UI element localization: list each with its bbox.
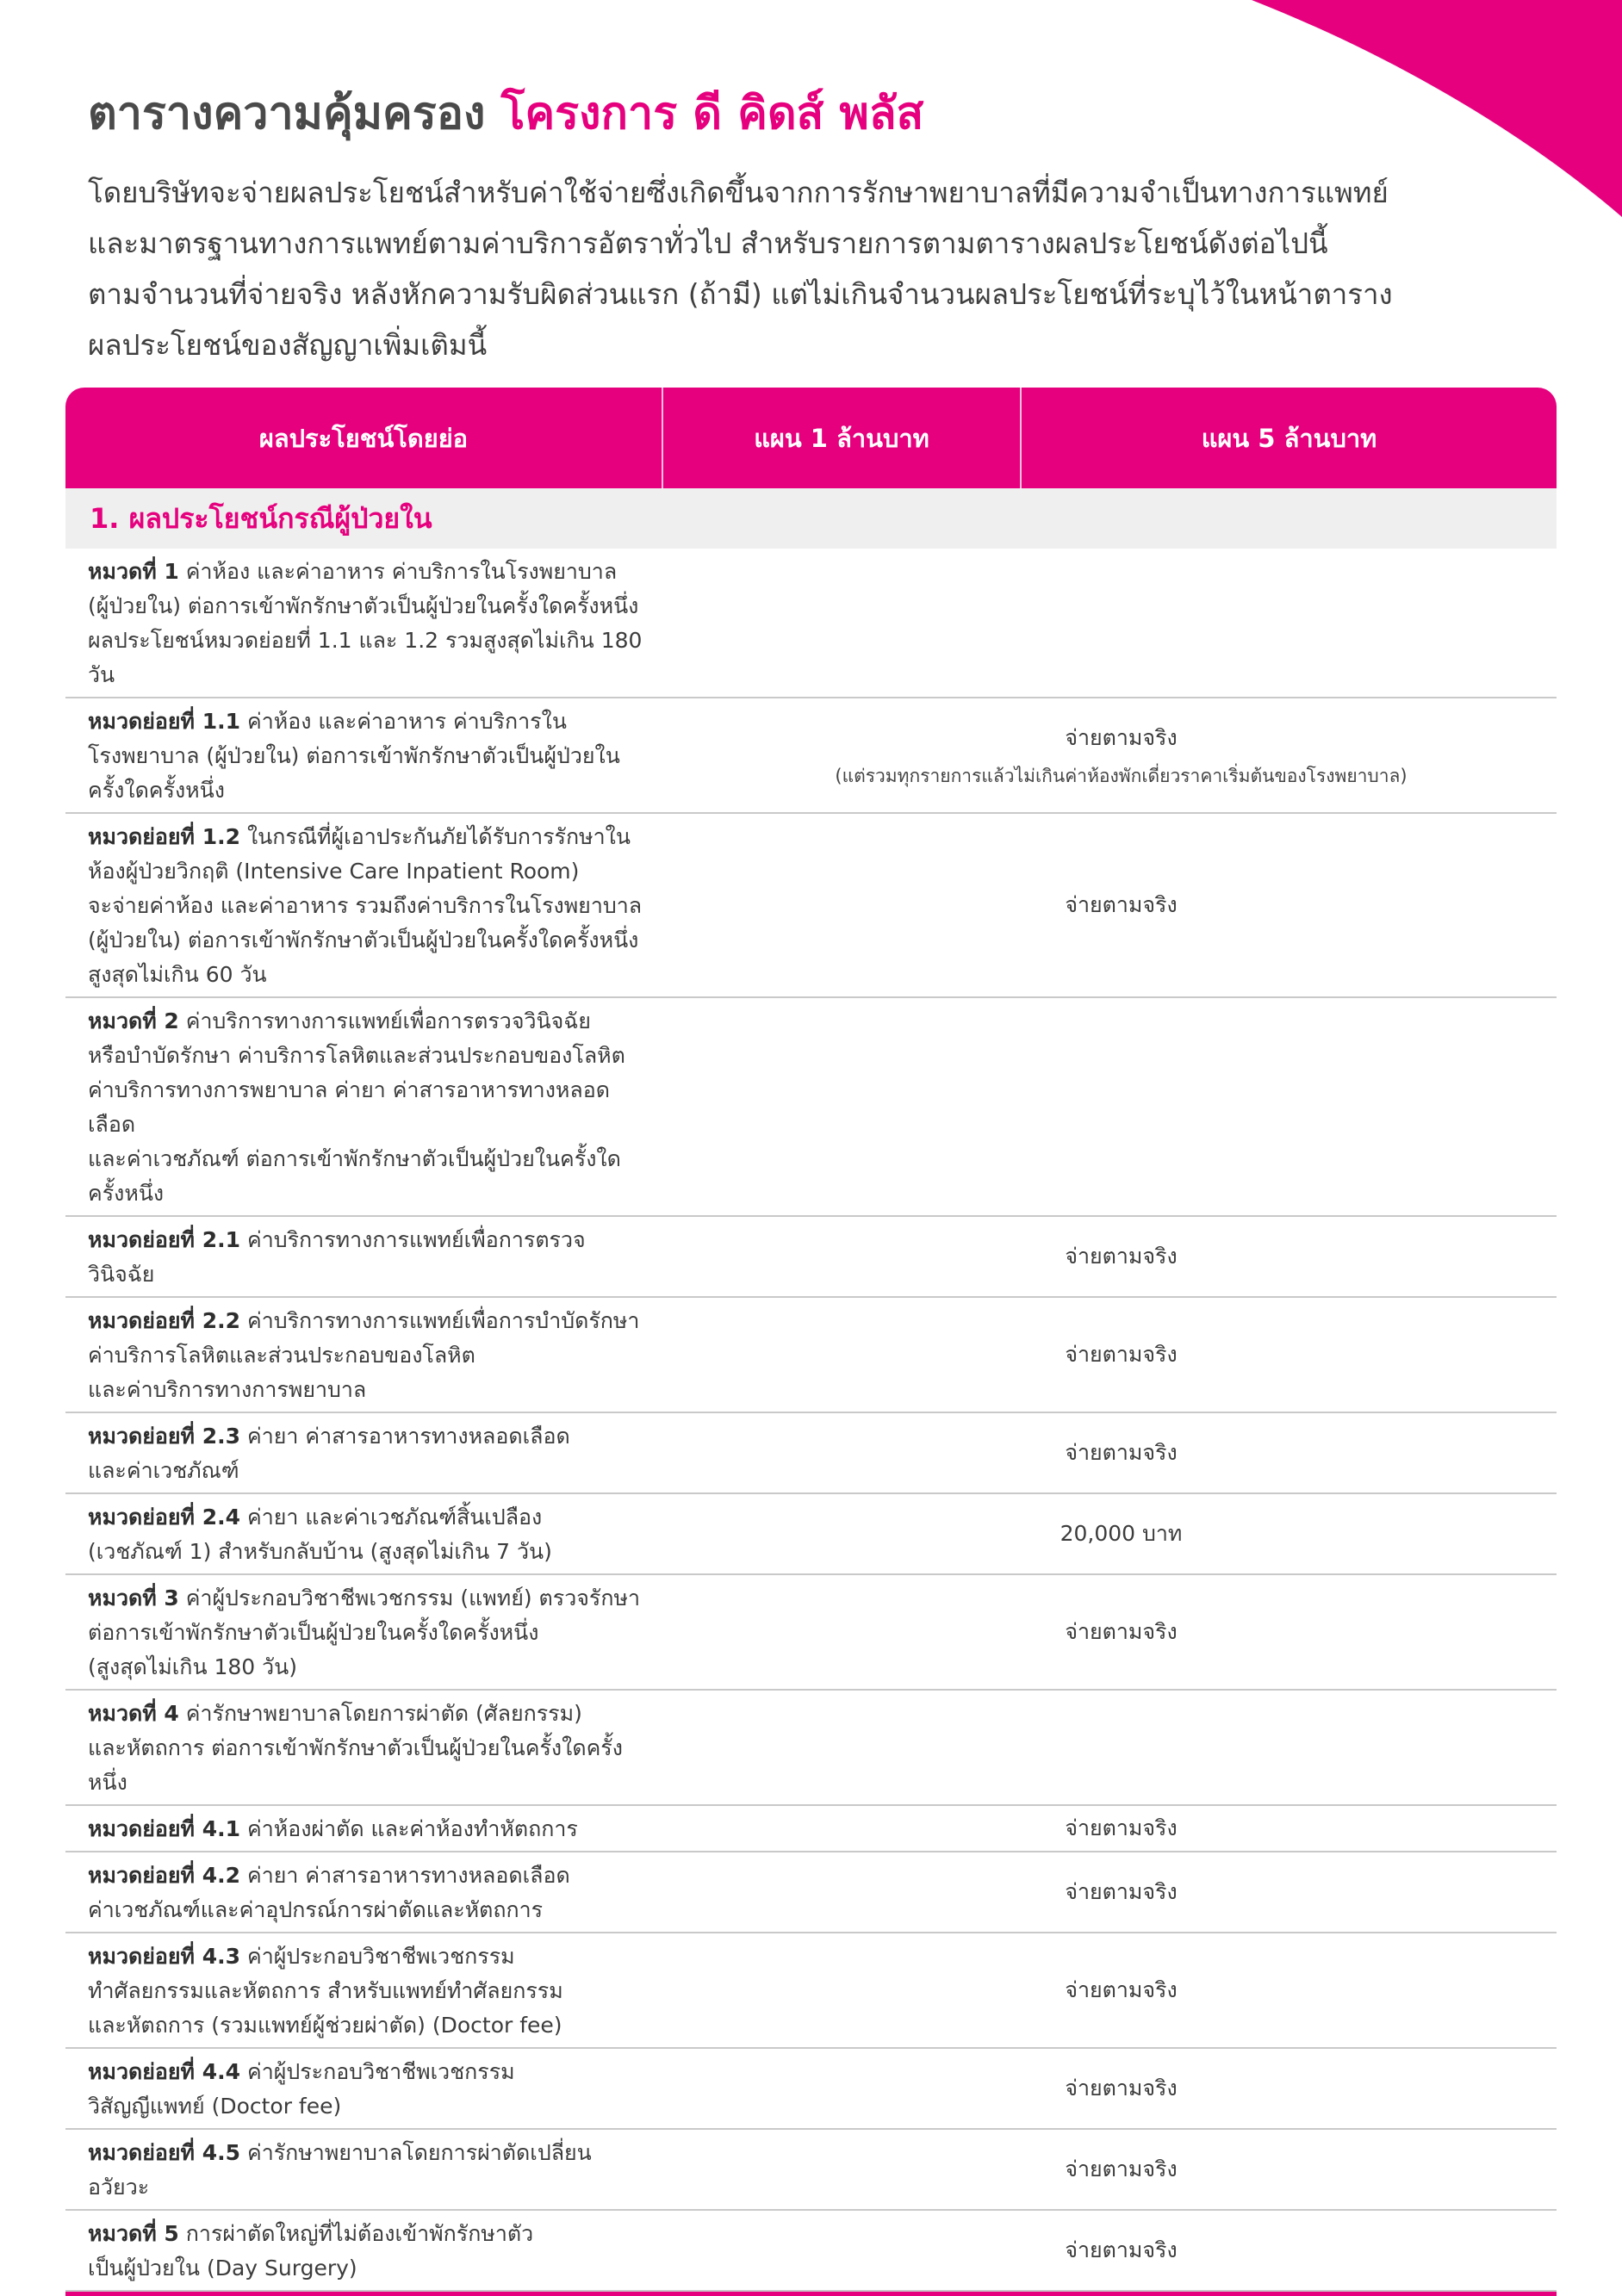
benefit-description-text: ผลประโยชน์หมวดย่อยที่ 1.1 และ 1.2 รวมสูงสุดไม่เกิน 180 วัน [88,628,643,687]
benefit-description-text: ครั้งใดครั้งหนึ่ง [88,778,225,803]
benefit-description-line [88,2136,649,2205]
benefit-description-text: และค่าบริการทางการพยาบาล [88,1377,367,1402]
table-row [65,998,1557,1217]
benefit-value: จ่ายตามจริง [1065,1815,1178,1840]
benefit-value-cell [663,1217,1557,1296]
benefit-description [65,1806,663,1851]
benefit-value-cell [663,1806,1557,1851]
benefit-description [65,998,663,1215]
benefit-value-cell [663,2211,1557,2290]
benefit-category-label: หมวดย่อยที่ 1.2 [88,824,241,849]
benefit-description-line [88,2055,649,2089]
header-benefit-summary: ผลประโยชน์โดยย่อ [65,388,663,488]
table-row [65,549,1557,698]
benefit-description [65,1933,663,2047]
benefit-description-text: เป็นผู้ป่วยใน (Day Surgery) [88,2256,357,2280]
benefit-description-line [88,1812,649,1846]
benefit-category-label: หมวดย่อยที่ 2.2 [88,1308,241,1333]
benefit-value: จ่ายตามจริง [1065,1977,1178,2002]
benefit-description-text: ห้องผู้ป่วยวิกฤติ (Intensive Care Inpatient Room) [88,859,580,884]
benefit-value: จ่ายตามจริง [1065,892,1178,917]
table-row [65,814,1557,998]
benefit-category-label: หมวดย่อยที่ 2.1 [88,1227,241,1252]
benefit-value: จ่ายตามจริง [1065,1879,1178,1904]
benefit-description-line [88,1893,649,1927]
benefit-description [65,1575,663,1689]
benefit-value-cell [663,1413,1557,1492]
benefit-description-text: ค่าห้อง และค่าอาหาร ค่าบริการในโรงพยาบาล [185,559,618,584]
table-row [65,1806,1557,1852]
benefit-category-label: หมวดย่อยที่ 2.4 [88,1505,241,1530]
benefit-description-text: และหัตถการ ต่อการเข้าพักรักษาตัวเป็นผู้ป่วยในครั้งใดครั้งหนึ่ง [88,1735,623,1795]
table-bottom-rule [65,2292,1557,2296]
benefit-description [65,2130,663,2209]
benefit-category-label: หมวดย่อยที่ 4.4 [88,2059,241,2084]
benefit-value-cell [663,1852,1557,1932]
intro-line: ผลประโยชน์ของสัญญาเพิ่มเติมนี้ [88,328,488,362]
table-row [65,1298,1557,1413]
benefit-value-cell [663,2049,1557,2128]
benefit-description-line [88,624,649,692]
benefit-description-text: ค่าห้องผ่าตัด และค่าห้องทำหัตถการ [246,1816,578,1841]
table-row [65,1575,1557,1691]
benefit-description-line [88,889,649,923]
page-title [88,79,923,148]
benefit-value: จ่ายตามจริง [1065,2076,1178,2101]
benefit-description-line [88,1373,649,1407]
benefit-category-label: หมวดย่อยที่ 1.1 [88,709,241,734]
benefit-description-line [88,923,649,958]
table-row [65,1691,1557,1806]
benefit-description-line [88,773,649,808]
benefit-description-line [88,2008,649,2043]
intro-line: โดยบริษัทจะจ่ายผลประโยชน์สำหรับค่าใช้จ่ายซึ่งเกิดขึ้นจากการรักษาพยาบาลที่มีความจำเป็นทางการแพทย์ [88,176,1389,209]
benefit-category-label: หมวดที่ 1 [88,559,179,584]
benefit-description [65,2211,663,2290]
benefit-description-line [88,2089,649,2124]
benefit-description-text: ค่ายา ค่าสารอาหารทางหลอดเลือด [246,1424,570,1449]
benefit-value-cell [663,1933,1557,2047]
benefit-value: จ่ายตามจริง [1065,1342,1178,1367]
benefit-description [65,1217,663,1296]
benefit-description-text: ค่ารักษาพยาบาลโดยการผ่าตัด (ศัลยกรรม) [185,1701,582,1726]
benefit-description-line [88,739,649,773]
benefit-description-text: ค่าบริการทางการพยาบาล ค่ายา ค่าสารอาหารทางหลอดเลือด [88,1077,610,1137]
benefit-description-line [88,1419,649,1454]
benefit-description-text: ค่าบริการทางการแพทย์เพื่อการตรวจวินิจฉัย [88,1227,586,1287]
benefit-description-line [88,1004,649,1039]
benefit-value: จ่ายตามจริง [1065,1440,1178,1465]
table-row [65,1933,1557,2049]
benefit-description-text: ค่ายา และค่าเวชภัณฑ์สิ้นเปลือง [246,1505,543,1530]
benefit-category-label: หมวดย่อยที่ 2.3 [88,1424,241,1449]
benefit-value-cell [663,549,1557,697]
benefit-description-text: จะจ่ายค่าห้อง และค่าอาหาร รวมถึงค่าบริการในโรงพยาบาล [88,893,643,918]
benefit-description-line [88,1142,649,1211]
table-row [65,1494,1557,1575]
benefit-description [65,2049,663,2128]
intro-line: ตามจำนวนที่จ่ายจริง หลังหักความรับผิดส่วนแรก (ถ้ามี) แต่ไม่เกินจำนวนผลประโยชน์ที่ระบุไว้ในหน้าตาราง [88,277,1393,311]
benefit-description-line [88,2251,649,2286]
benefit-description-text: ในกรณีที่ผู้เอาประกันภัยได้รับการรักษาใน [246,824,631,849]
benefit-description [65,1494,663,1573]
table-header [65,388,1557,488]
page-title-product: โครงการ ดี คิดส์ พลัส [500,88,924,140]
benefit-value: จ่ายตามจริง [1065,2237,1178,2262]
benefit-value: 20,000 บาท [1060,1521,1183,1546]
benefit-description-text: ต่อการเข้าพักรักษาตัวเป็นผู้ป่วยในครั้งใดครั้งหนึ่ง [88,1620,539,1645]
benefit-description [65,1691,663,1804]
benefit-description-line [88,1939,649,1974]
benefit-description-text: ค่าผู้ประกอบวิชาชีพเวชกรรม (แพทย์) ตรวจรักษา [185,1585,640,1610]
section-inpatient-title: 1. ผลประโยชน์กรณีผู้ป่วยใน [65,488,1557,549]
table-row [65,698,1557,814]
benefit-category-label: หมวดย่อยที่ 4.5 [88,2140,241,2165]
benefit-description [65,698,663,812]
benefit-value-cell [663,2130,1557,2209]
benefit-description-text: ค่าบริการทางการแพทย์เพื่อการบำบัดรักษา [246,1308,640,1333]
benefit-description-text: ค่าห้อง และค่าอาหาร ค่าบริการใน [246,709,567,734]
benefit-description-line [88,1454,649,1488]
benefit-description-line [88,1223,649,1292]
benefit-category-label: หมวดที่ 4 [88,1701,179,1726]
benefit-description-text: หรือบำบัดรักษา ค่าบริการโลหิตและส่วนประกอบของโลหิต [88,1043,625,1068]
benefit-value-cell [663,814,1557,996]
benefit-description-line [88,820,649,854]
benefit-category-label: หมวดย่อยที่ 4.1 [88,1816,241,1841]
intro-paragraph [88,167,1552,370]
table-row [65,1217,1557,1298]
benefit-description-line [88,589,649,624]
benefit-description-line [88,1731,649,1800]
benefit-value: จ่ายตามจริง [1065,1244,1178,1269]
benefit-description [65,1298,663,1412]
benefit-value: จ่ายตามจริง [1065,1619,1178,1644]
benefit-description-text: ค่าเวชภัณฑ์และค่าอุปกรณ์การผ่าตัดและหัตถการ [88,1897,544,1922]
benefit-table [65,388,1557,2296]
benefit-description-text: (สูงสุดไม่เกิน 180 วัน) [88,1654,298,1679]
benefit-value-cell [663,698,1557,812]
benefit-value-cell [663,1575,1557,1689]
benefit-value: จ่ายตามจริง [1065,2156,1178,2181]
table-row [65,2049,1557,2130]
benefit-description [65,1852,663,1932]
benefit-category-label: หมวดที่ 3 [88,1585,179,1610]
benefit-description-text: และค่าเวชภัณฑ์ [88,1458,239,1483]
benefit-description-line [88,854,649,889]
benefit-category-label: หมวดย่อยที่ 4.3 [88,1944,241,1969]
intro-line: และมาตรฐานทางการแพทย์ตามค่าบริการอัตราทั่วไป สำหรับรายการตามตารางผลประโยชน์ดังต่อไปนี้ [88,226,1328,260]
benefit-description-text: และหัตถการ (รวมแพทย์ผู้ช่วยผ่าตัด) (Doctor fee) [88,2013,562,2038]
table-row [65,1413,1557,1494]
benefit-description-line [88,1974,649,2008]
benefit-description-text: ค่าบริการทางการแพทย์เพื่อการตรวจวินิจฉัย [185,1008,591,1033]
benefit-description-text: การผ่าตัดใหญ่ที่ไม่ต้องเข้าพักรักษาตัว [185,2221,534,2246]
benefit-value: จ่ายตามจริง [1065,724,1178,750]
header-plan-1m: แผน 1 ล้านบาท [663,388,1022,488]
benefit-value-note: (แต่รวมทุกรายการแล้วไม่เกินค่าห้องพักเดี่ยวราคาเริ่มต้นของโรงพยาบาล) [835,765,1408,786]
page-title-main: ตารางความคุ้มครอง [88,88,486,140]
table-body [65,549,1557,2292]
benefit-description-line [88,1338,649,1373]
benefit-description-line [88,1616,649,1650]
benefit-description-text: สูงสุดไม่เกิน 60 วัน [88,962,267,987]
benefit-category-label: หมวดย่อยที่ 4.2 [88,1863,241,1888]
benefit-description [65,1413,663,1492]
benefit-description-line [88,1535,649,1569]
benefit-description-text: ค่ารักษาพยาบาลโดยการผ่าตัดเปลี่ยนอวัยวะ [88,2140,592,2200]
benefit-description-text: (ผู้ป่วยใน) ต่อการเข้าพักรักษาตัวเป็นผู้ป่วยในครั้งใดครั้งหนึ่ง [88,928,639,953]
benefit-description-line [88,1859,649,1893]
benefit-description-line [88,1581,649,1616]
benefit-value-cell [663,1494,1557,1573]
benefit-value-cell [663,1691,1557,1804]
benefit-description-line [88,2217,649,2251]
table-row [65,2211,1557,2292]
benefit-description-text: (เวชภัณฑ์ 1) สำหรับกลับบ้าน (สูงสุดไม่เกิน 7 วัน) [88,1539,552,1564]
benefit-description-text: โรงพยาบาล (ผู้ป่วยใน) ต่อการเข้าพักรักษาตัวเป็นผู้ป่วยใน [88,743,620,768]
benefit-description-line [88,1650,649,1685]
benefit-category-label: หมวดที่ 5 [88,2221,179,2246]
benefit-value-cell [663,998,1557,1215]
benefit-description-line [88,1500,649,1535]
benefit-description-text: และค่าเวชภัณฑ์ ต่อการเข้าพักรักษาตัวเป็นผู้ป่วยในครั้งใดครั้งหนึ่ง [88,1146,621,1206]
benefit-description-text: ค่าบริการโลหิตและส่วนประกอบของโลหิต [88,1343,475,1368]
benefit-description-text: (ผู้ป่วยใน) ต่อการเข้าพักรักษาตัวเป็นผู้ป่วยในครั้งใดครั้งหนึ่ง [88,593,639,618]
benefit-description-text: ค่ายา ค่าสารอาหารทางหลอดเลือด [246,1863,570,1888]
benefit-description-text: วิสัญญีแพทย์ (Doctor fee) [88,2094,342,2119]
benefit-category-label: หมวดที่ 2 [88,1008,179,1033]
benefit-description [65,814,663,996]
header-plan-5m: แผน 5 ล้านบาท [1201,423,1377,453]
benefit-description-line [88,704,649,739]
benefit-description-line [88,1039,649,1073]
benefit-description-line [88,555,649,589]
table-row [65,2130,1557,2211]
benefit-description [65,549,663,697]
benefit-description-text: ค่าผู้ประกอบวิชาชีพเวชกรรม [246,1944,515,1969]
benefit-description-line [88,1697,649,1731]
benefit-description-line [88,958,649,992]
benefit-description-text: ทำศัลยกรรมและหัตถการ สำหรับแพทย์ทำศัลยกรรม [88,1978,563,2003]
benefit-value-cell [663,1298,1557,1412]
benefit-description-text: ค่าผู้ประกอบวิชาชีพเวชกรรม [246,2059,515,2084]
benefit-description-line [88,1304,649,1338]
benefit-description-line [88,1073,649,1142]
table-row [65,1852,1557,1933]
